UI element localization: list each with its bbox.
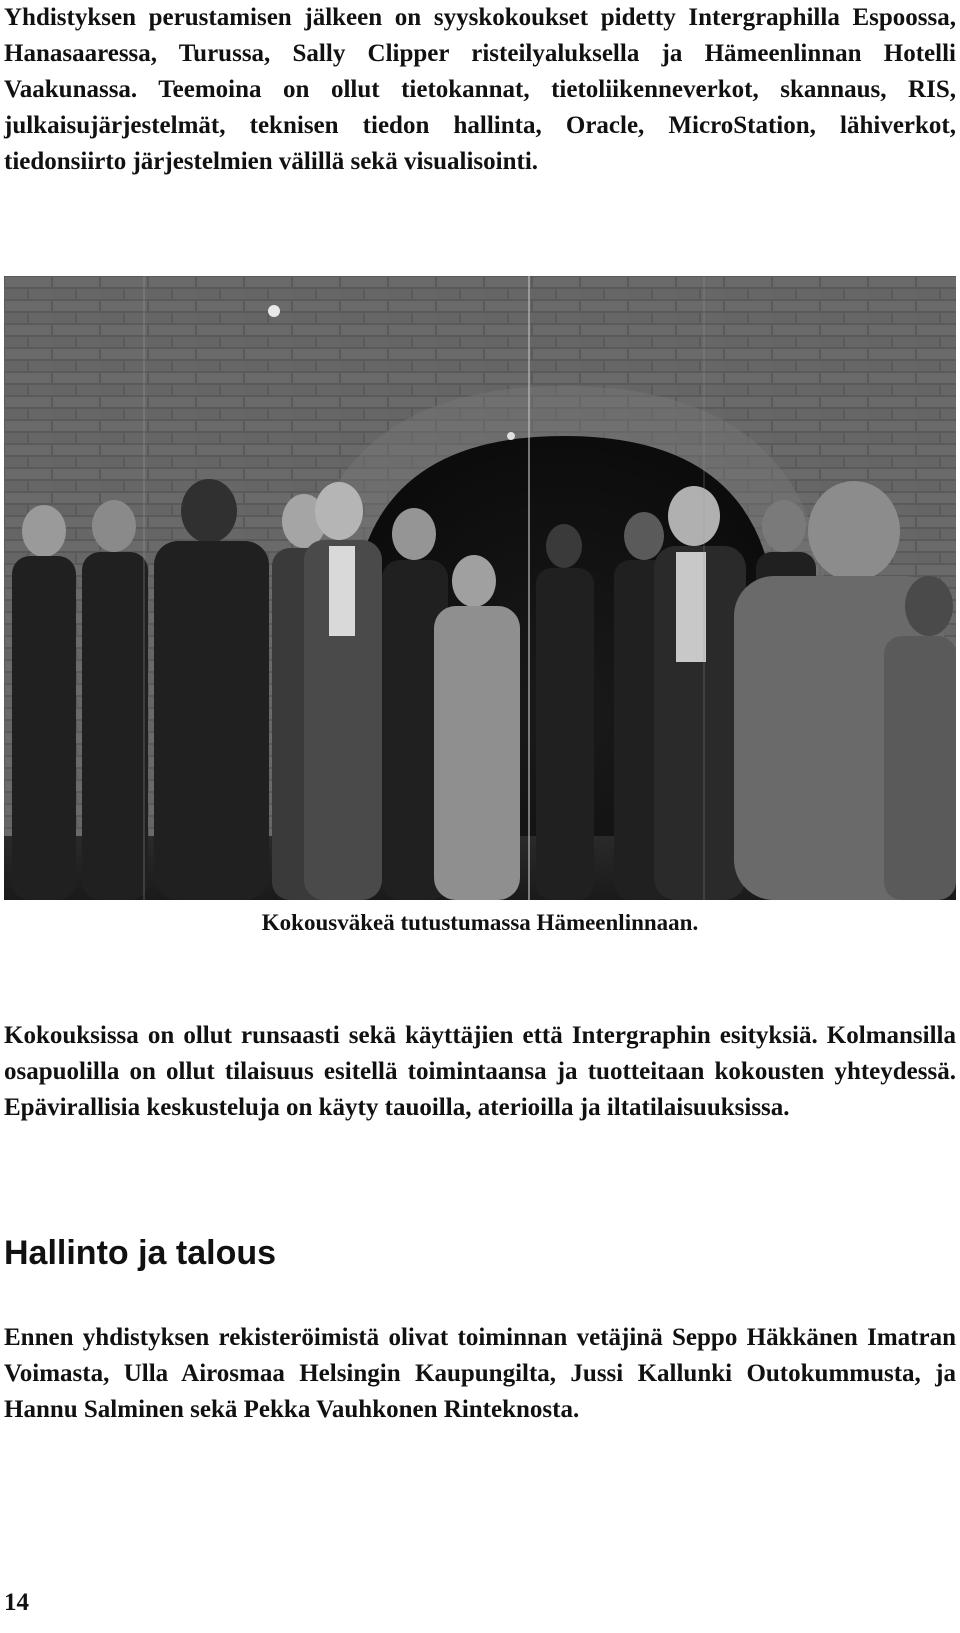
photo-gathering <box>4 276 956 900</box>
paragraph-meetings-locations: Yhdistyksen perustamisen jälkeen on syyskokoukset pidetty Intergraphilla Espoossa, Hanasaaressa, Turussa, Sally Clipper risteilyaluksella ja Hämeenlinnan Hotelli Vaakunassa. Teemoina on ollut tietokannat, tietoliikenneverkot, skannaus, RIS, julkaisujärjestelmät, teknisen tiedon hallinta, Oracle, MicroStation, lähiverkot, tiedonsiirto järjestelmien välillä sekä visualisointi. <box>4 4 956 175</box>
page-number: 14 <box>4 1589 29 1616</box>
paragraph-presentations: Kokouksissa on ollut runsaasti sekä käyttäjien että Intergraphin esityksiä. Kolmansilla osapuolilla on ollut tilaisuus esitellä toimintaansa ja tuotteitaan kokousten yhteydessä. Epävirallisia keskusteluja on käyty tauoilla, aterioilla ja iltatilaisuuksissa. <box>4 1022 956 1121</box>
photo-illustration <box>4 276 956 900</box>
photo-caption: Kokousväkeä tutustumassa Hämeenlinnaan. <box>261 910 699 935</box>
paragraph-leaders: Ennen yhdistyksen rekisteröimistä olivat toiminnan vetäjinä Seppo Häkkänen Imatran Voimasta, Ulla Airosmaa Helsingin Kaupungilta, Jussi Kallunki Outokummusta, ja Hannu Salminen sekä Pekka Vauhkonen Rinteknosta. <box>4 1324 956 1423</box>
section-heading: Hallinto ja talous <box>4 1234 277 1272</box>
